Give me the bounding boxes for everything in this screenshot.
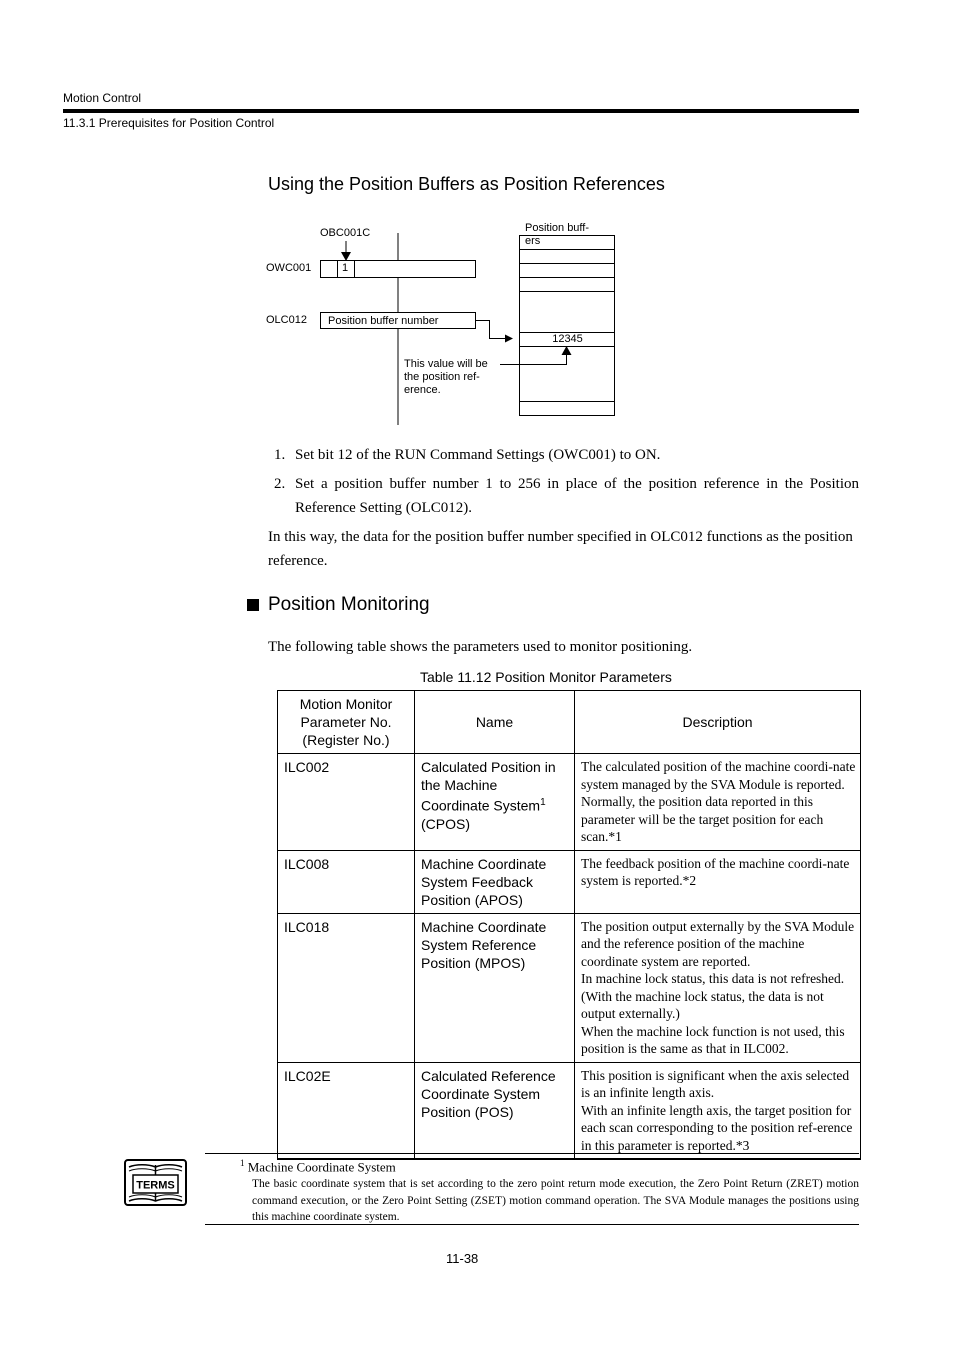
owc001-bit-value: 1 [342,262,349,274]
header-chapter: Motion Control [63,91,142,105]
description-cell: The calculated position of the machine coordi-nate system managed by the SVA Module is reported. Normally, the position data reported in this parameter will be the target position for each scan.*1 [575,754,861,851]
description-cell: The feedback position of the machine coordi-nate system is reported.*2 [575,850,861,913]
note-text: This value will be the position ref- erence. [404,358,488,396]
column-header: Name [415,691,575,754]
table-row [278,1062,861,1159]
buffer-pointer-arrow [476,321,513,339]
position-buffers-label: Position buff- ers [525,222,590,247]
terms-book-icon [124,1159,187,1206]
diagram-title: Using the Position Buffers as Position References [268,174,665,194]
owc001-label: OWC001 [266,262,312,274]
footnote-body: The basic coordinate system that is set according to the zero point return mode execution, the Zero Point Return (ZRET) motion command execution, or the Zero Point Setting (ZSET) motion command operation. The SVA Module manages the positions using this machine coordinate system. [252,1178,859,1223]
step-item: 1. Set bit 12 of the RUN Command Settings (OWC001) to ON. [274,447,661,463]
table-row [278,913,861,1062]
table-row [278,754,861,851]
name-cell: Machine Coordinate System Reference Position (MPOS) [415,913,575,1062]
page-number: 11-38 [446,1251,479,1266]
table-row [278,850,861,913]
steps-list [268,443,859,520]
name-cell: Calculated Position in the Machine Coordinate System$^1$ (CPOS) [415,754,575,851]
position-monitor-table [277,690,861,1160]
name-cell: Machine Coordinate System Feedback Position (APOS) [415,850,575,913]
olc012-label: OLC012 [266,314,307,326]
buffer-value: 12345 [552,333,583,345]
terms-icon-label: TERMS [136,1179,175,1192]
obc001c-arrowhead [341,252,351,261]
param-cell: ILC008 [278,850,415,913]
description-cell: The position output externally by the SVA Module and the reference position of the machine coordinate system are reported. In machine lock status, this data is not refreshed. (With the machine lock status, the data is not output externally.) When the machine lock function is not used, this position is the same as that in ILC002. [575,913,861,1062]
footnote-ref: 1 [540,797,546,808]
position-buffers-column [520,236,615,416]
square-bullet-icon [247,599,259,611]
footnote-rule-bottom [205,1224,859,1225]
description-cell: This position is significant when the axis selected is an infinite length axis. With an infinite length axis, the target position for each scan corresponding to the position ref-erence in this parameter is reported.*3 [575,1062,861,1159]
param-cell: ILC018 [278,913,415,1062]
param-cell: ILC02E [278,1062,415,1159]
section-intro: The following table shows the parameters used to monitor positioning. [268,639,693,655]
param-cell: ILC002 [278,754,415,851]
header-section: 11.3.1 Prerequisites for Position Control [63,116,275,130]
olc012-box-text: Position buffer number [328,315,439,327]
name-cell: Calculated Reference Coordinate System Position (POS) [415,1062,575,1159]
obc001c-label: OBC001C [320,227,371,239]
table-caption: Table 11.12 Position Monitor Parameters [420,669,672,685]
step-item: 2. Set a position buffer number 1 to 256 in place of the position reference in the Position Reference Setting (OLC012). [274,476,859,516]
footnote-title: $^1$ Machine Coordinate System [240,1158,396,1175]
summary-paragraph: In this way, the data for the position buffer number specified in OLC012 functions as the position reference. [268,529,853,569]
column-header: Description [575,691,861,754]
column-header: Motion Monitor Parameter No. (Register No.) [278,691,415,754]
footnote-rule-top [205,1153,859,1154]
section-heading: Position Monitoring [268,594,430,615]
